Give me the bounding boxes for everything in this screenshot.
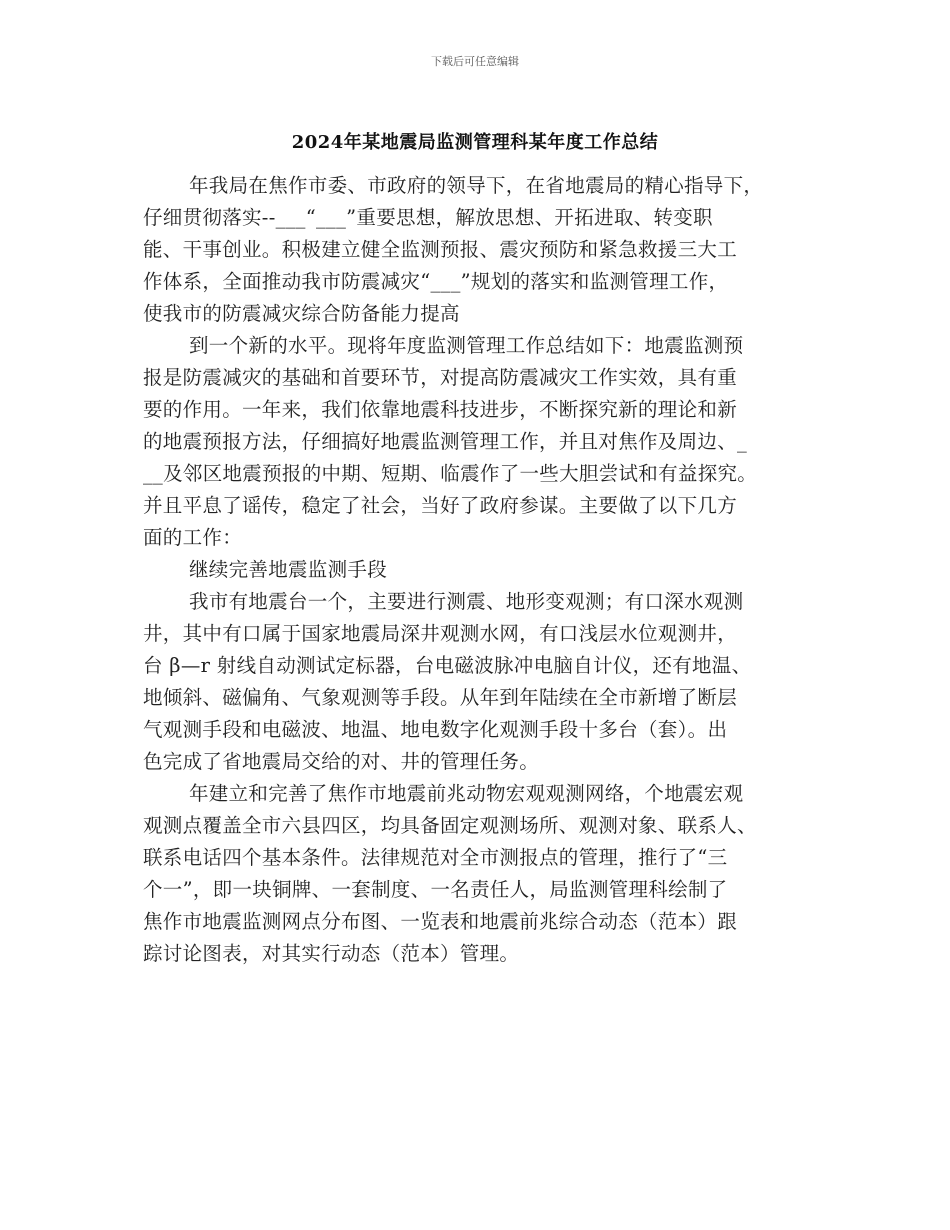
- text-line: 报是防震减灾的基础和首要环节，对提高防震减灾工作实效，具有重: [143, 366, 738, 389]
- text-line: 井，其中有口属于国家地震局深井观测水网，有口浅层水位观测井，: [143, 622, 738, 645]
- text-line: 使我市的防震减灾综合防备能力提高: [143, 302, 460, 325]
- text-line: 气观测手段和电磁波、地温、地电数字化观测手段十多台（套）。出: [143, 718, 728, 741]
- text-line: 年我局在焦作市委、市政府的领导下，在省地震局的精心指导下，: [189, 174, 764, 197]
- header-note: 下载后可任意编辑: [431, 55, 519, 68]
- text-line: __及邻区地震预报的中期、短期、临震作了一些大胆尝试和有益探究。: [143, 462, 758, 485]
- text-line: 仔细贯彻落实--___“___”重要思想，解放思想、开拓进取、转变职: [143, 206, 713, 229]
- text-line: 焦作市地震监测网点分布图、一览表和地震前兆综合动态（范本）跟: [143, 910, 738, 933]
- text-line: 踪讨论图表，对其实行动态（范本）管理。: [143, 942, 520, 965]
- text-line: 色完成了省地震局交给的对、井的管理任务。: [143, 750, 540, 773]
- text-line: 能、干事创业。积极建立健全监测预报、震灾预防和紧急救援三大工: [143, 238, 738, 261]
- text-line: 到一个新的水平。现将年度监测管理工作总结如下：地震监测预: [189, 334, 744, 357]
- text-line: 地倾斜、磁偏角、气象观测等手段。从年到年陆续在全市新增了断层: [143, 686, 738, 709]
- text-line: 我市有地震台一个，主要进行测震、地形变观测；有口深水观测: [189, 590, 744, 613]
- text-line: 年建立和完善了焦作市地震前兆动物宏观观测网络，个地震宏观: [189, 782, 744, 805]
- text-line: 继续完善地震监测手段: [189, 558, 388, 581]
- text-line: 面的工作：: [143, 526, 243, 549]
- document-title: 2024年某地震局监测管理科某年度工作总结: [291, 132, 659, 153]
- text-line: 个一”，即一块铜牌、一套制度、一名责任人，局监测管理科绘制了: [143, 878, 728, 901]
- text-line: 作体系，全面推动我市防震减灾“___”规划的落实和监测管理工作，: [143, 270, 729, 293]
- text-line: 联系电话四个基本条件。法律规范对全市测报点的管理，推行了“三: [143, 846, 728, 869]
- text-line: 要的作用。一年来，我们依靠地震科技进步，不断探究新的理论和新: [143, 398, 738, 421]
- text-line: 并且平息了谣传，稳定了社会，当好了政府参谋。主要做了以下几方: [143, 494, 738, 517]
- text-line: 的地震预报方法，仔细搞好地震监测管理工作，并且对焦作及周边、_: [143, 430, 748, 453]
- text-line: 观测点覆盖全市六县四区，均具备固定观测场所、观测对象、联系人、: [143, 814, 757, 837]
- text-line: 台 β—r 射线自动测试定标器，台电磁波脉冲电脑自计仪，还有地温、: [143, 654, 752, 677]
- document-body: [143, 170, 823, 970]
